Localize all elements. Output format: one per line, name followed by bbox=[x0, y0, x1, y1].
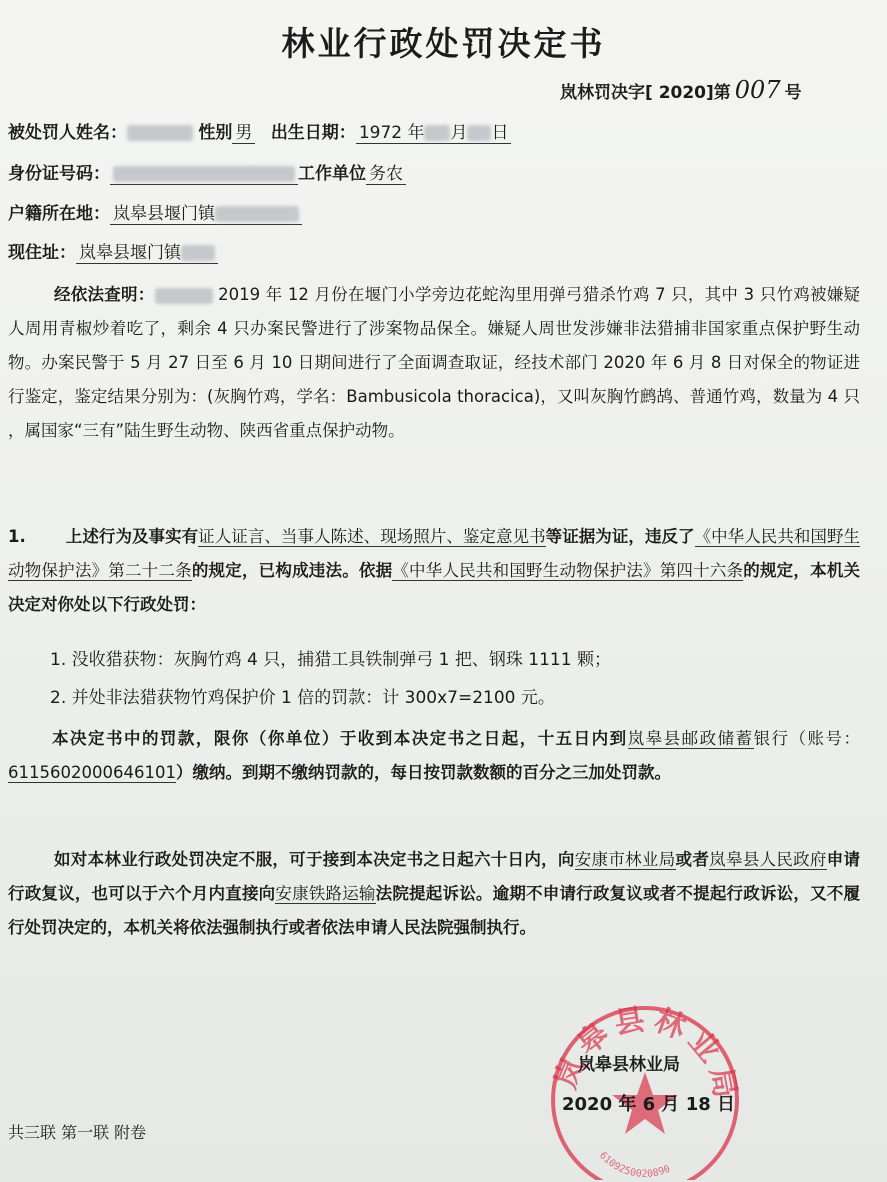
payment-account: 6115602000646101 bbox=[8, 763, 176, 782]
payment-p1: 本决定书中的罚款，限你（你单位）于收到本决定书之日起，十五日内到 bbox=[52, 729, 628, 748]
evidence-list: 证人证言、当事人陈述、现场照片、鉴定意见书 bbox=[198, 527, 546, 546]
issue-date: 2020 年 6 月 18 日 bbox=[562, 1094, 736, 1115]
birth-label: 出生日期： bbox=[270, 123, 356, 143]
birth-year: 1972 bbox=[358, 123, 403, 143]
appeal-p2: 或者 bbox=[675, 850, 710, 869]
appeal-p3: 申请行政复议，也可以于六个月内直接向 bbox=[8, 850, 861, 903]
person-line-2 bbox=[8, 159, 406, 184]
document-title: 林业行政处罚决定书 bbox=[281, 24, 606, 63]
facts-text: 2019 年 12 月份在堰门小学旁边花蛇沟里用弹弓猎杀竹鸡 7 只，其中 3 只竹鸡被嫌疑人周用青椒炒着吃了，剩余 4 只办案民警进行了涉案物品保全。嫌疑人周世发涉嫌非法猎捕非国家重点保护野生动物。办案民警于 5 月 27 日至 6 月 10 日期间进行了全面调查取证，经技术部门 2020 年 6 月 8 日对保全的物证进行鉴定，鉴定结果分别为：(灰胸竹鸡，学名：Bambusicola thoracica)，又叫灰胸竹鹧鸪、普通竹鸡，数量为 4 只 ，属国家“三有”陆生野生动物、陕西省重点保护动物。 bbox=[8, 285, 861, 440]
violation-p4: 的规定，本机关决定对你处以下行政处罚： bbox=[8, 561, 861, 614]
payment-bank: 岚皋县邮政储蓄 bbox=[627, 729, 754, 748]
violation-paragraph bbox=[8, 520, 860, 622]
appeal-agency-2: 岚皋县人民政府 bbox=[709, 850, 827, 869]
redacted-residence bbox=[181, 245, 215, 261]
redacted-household bbox=[215, 206, 299, 222]
work-label: 工作单位 bbox=[298, 164, 366, 184]
appeal-paragraph bbox=[8, 843, 860, 945]
id-label: 身份证号码： bbox=[8, 164, 110, 184]
appeal-p1: 如对本林业行政处罚决定不服，可于接到本决定书之日起六十日内，向 bbox=[54, 850, 575, 869]
name-label: 被处罚人姓名： bbox=[8, 123, 127, 143]
law-article-46: 《中华人民共和国野生动物保护法》第四十六条 bbox=[392, 561, 744, 580]
household-label: 户籍所在地： bbox=[8, 204, 110, 224]
penalty-item-2: 2. 并处非法猎获物竹鸡保护价 1 倍的罚款：计 300x7=2100 元。 bbox=[50, 688, 555, 708]
law-article-22: 《中华人民共和国野生动物保护法》第二十二条 bbox=[8, 527, 860, 580]
svg-text:6109250020890 bbox=[597, 1150, 672, 1180]
birth-month-unit: 月 bbox=[450, 123, 468, 143]
redacted-id bbox=[113, 166, 295, 182]
redacted-name bbox=[127, 125, 193, 141]
person-line-3 bbox=[8, 199, 302, 224]
birth-date-field bbox=[356, 123, 512, 144]
residence-value: 岚皋县堰门镇 bbox=[79, 243, 181, 263]
facts-paragraph bbox=[8, 278, 860, 448]
redacted-month bbox=[424, 125, 450, 141]
work-value: 务农 bbox=[366, 164, 406, 185]
seal-arc-text: 岚皋县林业局 bbox=[548, 1001, 744, 1107]
appeal-court: 安康铁路运输 bbox=[275, 884, 376, 903]
gender-label: 性别 bbox=[198, 123, 233, 143]
document-number bbox=[560, 76, 802, 104]
id-field bbox=[110, 164, 298, 185]
household-value: 岚皋县堰门镇 bbox=[113, 204, 215, 224]
redacted-day bbox=[467, 125, 491, 141]
seal-number: 6109250020890 bbox=[596, 1150, 672, 1180]
birth-day-unit: 日 bbox=[491, 123, 509, 143]
payment-p3: ）缴纳。到期不缴纳罚款的，每日按罚款数额的百分之三加处罚款。 bbox=[175, 763, 671, 782]
redacted-suspect bbox=[155, 288, 213, 304]
gender-value: 男 bbox=[232, 123, 255, 144]
violation-number: 1. bbox=[8, 527, 26, 546]
violation-p2: 等证据为证，违反了 bbox=[545, 527, 695, 546]
penalty-item-1: 1. 没收猎获物：灰胸竹鸡 4 只，捕猎工具铁制弹弓 1 把、钢珠 1111 颗； bbox=[50, 650, 611, 670]
docno-handwritten: 007 bbox=[734, 76, 781, 104]
household-field bbox=[110, 204, 302, 225]
residence-label: 现住址： bbox=[8, 243, 76, 263]
docno-suffix: 号 bbox=[784, 83, 802, 103]
issuing-agency: 岚皋县林业局 bbox=[578, 1055, 680, 1075]
person-line-4 bbox=[8, 238, 218, 263]
appeal-p4: 法院提起诉讼。逾期不申请行政复议或者不提起行政诉讼，又不履行处罚决定的，本机关将依法强制执行或者依法申请人民法院强制执行。 bbox=[8, 884, 861, 937]
copy-footer: 共三联 第一联 附卷 bbox=[8, 1123, 147, 1142]
residence-field bbox=[76, 243, 218, 264]
person-line-1 bbox=[8, 118, 511, 143]
appeal-agency-1: 安康市林业局 bbox=[574, 850, 676, 869]
payment-paragraph bbox=[8, 722, 860, 790]
payment-p2: 银行（账号： bbox=[753, 729, 861, 748]
birth-year-unit: 年 bbox=[407, 123, 425, 143]
violation-p1: 上述行为及事实有 bbox=[65, 527, 199, 546]
docno-prefix: 岚林罚决字[ 2020]第 bbox=[560, 83, 731, 103]
facts-lead: 经依法查明： bbox=[54, 285, 155, 304]
violation-p3: 的规定，已构成违法。依据 bbox=[191, 561, 393, 580]
